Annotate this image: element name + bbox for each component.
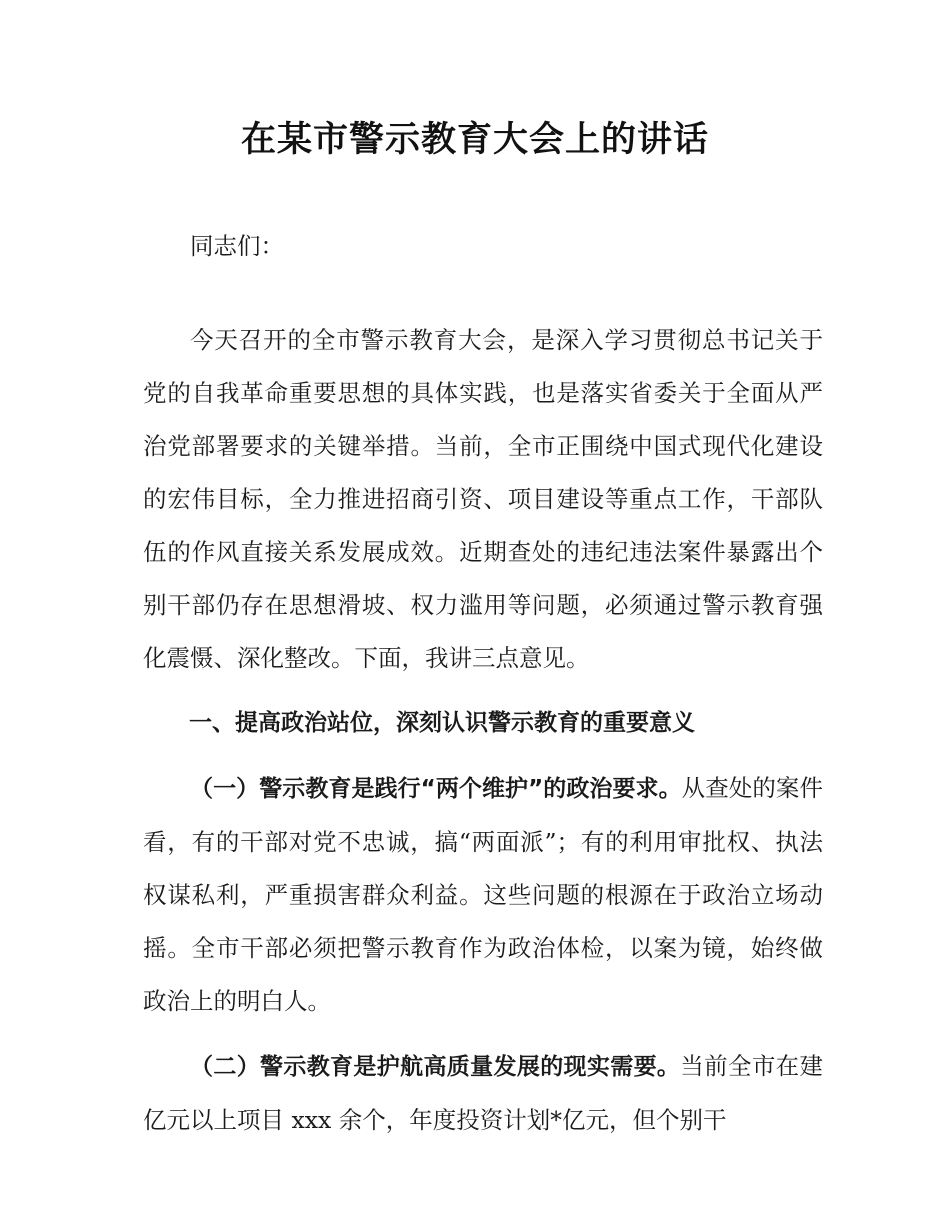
salutation: 同志们：	[190, 232, 284, 260]
intro-paragraph: 今天召开的全市警示教育大会，是深入学习贯彻总书记关于党的自我革命重要思想的具体实践，也是落实省委关于全面从严治党部署要求的关键举措。当前，全市正围绕中国式现代化建设的宏伟目标，全力推进招商引资、项目建设等重点工作，干部队伍的作风直接关系发展成效。近期查处的违纪违法案件暴露出个别干部仍存在思想滑坡、权力滥用等问题，必须通过警示教育强化震慑、深化整改。下面，我讲三点意见。	[143, 326, 823, 672]
paragraph-item-1	[143, 762, 823, 1028]
salutation-block	[143, 220, 823, 273]
section-heading-1: 一、提高政治站位，深刻认识警示教育的重要意义	[189, 710, 695, 736]
paragraph-lead: （一）警示教育是践行“两个维护”的政治要求。	[190, 776, 682, 802]
paragraph-text: 当前全市在建亿元以上项目 xxx 余个，年度投资计划*亿元，但个别干	[143, 1052, 824, 1134]
paragraph-item-2	[143, 1040, 823, 1147]
paragraph-lead: （二）警示教育是护航高质量发展的现实需要。	[190, 1054, 681, 1080]
page-title: 在某市警示教育大会上的讲话	[240, 120, 709, 160]
speech-body	[143, 314, 823, 1147]
paragraph-text: 从查处的案件看，有的干部对党不忠诚，搞“两面派”；有的利用审批权、执法权谋私利，严重损害群众利益。这些问题的根源在于政治立场动摇。全市干部必须把警示教育作为政治体检，以案为镜，始终做政治上的明白人。	[143, 774, 823, 1015]
